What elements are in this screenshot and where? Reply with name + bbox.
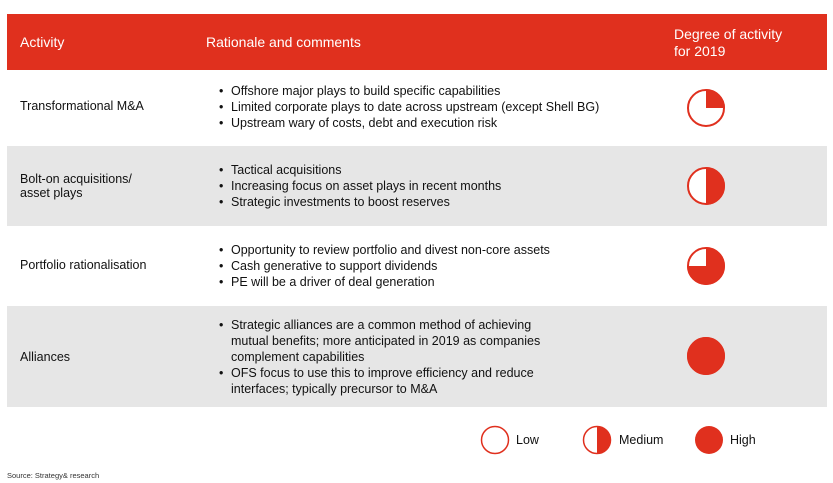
rationale-item: • Limited corporate plays to date across upstream (except Shell BG) — [219, 99, 619, 115]
legend-low-label: Low — [516, 433, 539, 447]
rationale-list — [219, 242, 619, 290]
legend-low — [480, 422, 560, 456]
legend-high-label: High — [730, 433, 756, 447]
legend-high-icon — [694, 425, 724, 455]
header-rationale: Rationale and comments — [206, 34, 361, 50]
header-degree — [674, 26, 782, 60]
rationale-list — [219, 162, 619, 210]
legend-medium-icon — [582, 425, 612, 455]
activity-label-line2: asset plays — [20, 186, 83, 200]
source-note: Source: Strategy& research — [7, 471, 100, 480]
activity-label: Alliances — [20, 350, 71, 364]
activity-label — [20, 172, 132, 200]
indicator-fill — [687, 337, 725, 375]
rationale-list — [219, 83, 619, 131]
rationale-item: • Upstream wary of costs, debt and execution risk — [219, 115, 619, 131]
activity-table — [7, 14, 827, 407]
indicator-fill — [706, 167, 725, 205]
rationale-item: • Opportunity to review portfolio and divest non-core assets — [219, 242, 619, 258]
rationale-list — [219, 317, 619, 397]
rationale-item-continued: interfaces; typically precursor to M&A — [231, 382, 438, 396]
activity-label: Transformational M&A — [20, 99, 144, 113]
activity-degree-indicator — [686, 88, 726, 128]
activity-label-line1: Bolt-on acquisitions/ — [20, 172, 132, 186]
table-row-portfolio — [7, 226, 827, 306]
rationale-item: • Strategic investments to boost reserves — [219, 194, 619, 210]
rationale-item: • Strategic alliances are a common method of achieving — [219, 317, 619, 333]
legend-low-icon — [480, 425, 510, 455]
legend-medium — [582, 422, 682, 456]
legend-medium-label: Medium — [619, 433, 664, 447]
header-degree-line1: Degree of activity — [674, 26, 783, 42]
activity-degree-indicator — [686, 166, 726, 206]
rationale-item: • PE will be a driver of deal generation — [219, 274, 619, 290]
legend-high — [694, 422, 774, 456]
table-header — [7, 14, 827, 70]
header-activity: Activity — [20, 34, 65, 50]
rationale-item-continued: mutual benefits; more anticipated in 2019 as companies — [231, 334, 541, 348]
rationale-item: • OFS focus to use this to improve efficiency and reduce — [219, 365, 619, 381]
rationale-item-continued: complement capabilities — [231, 350, 365, 364]
rationale-item: • Cash generative to support dividends — [219, 258, 619, 274]
table-row-bolt-on — [7, 146, 827, 226]
activity-degree-indicator — [686, 246, 726, 286]
rationale-item: • Offshore major plays to build specific capabilities — [219, 83, 619, 99]
rationale-item: • Increasing focus on asset plays in recent months — [219, 178, 619, 194]
rationale-item: • Tactical acquisitions — [219, 162, 619, 178]
table-row-transformational — [7, 70, 827, 146]
activity-degree-indicator — [686, 336, 726, 376]
activity-label: Portfolio rationalisation — [20, 258, 147, 272]
table-row-alliances — [7, 306, 827, 407]
header-degree-line2: for 2019 — [674, 43, 726, 59]
indicator-fill — [706, 89, 725, 108]
